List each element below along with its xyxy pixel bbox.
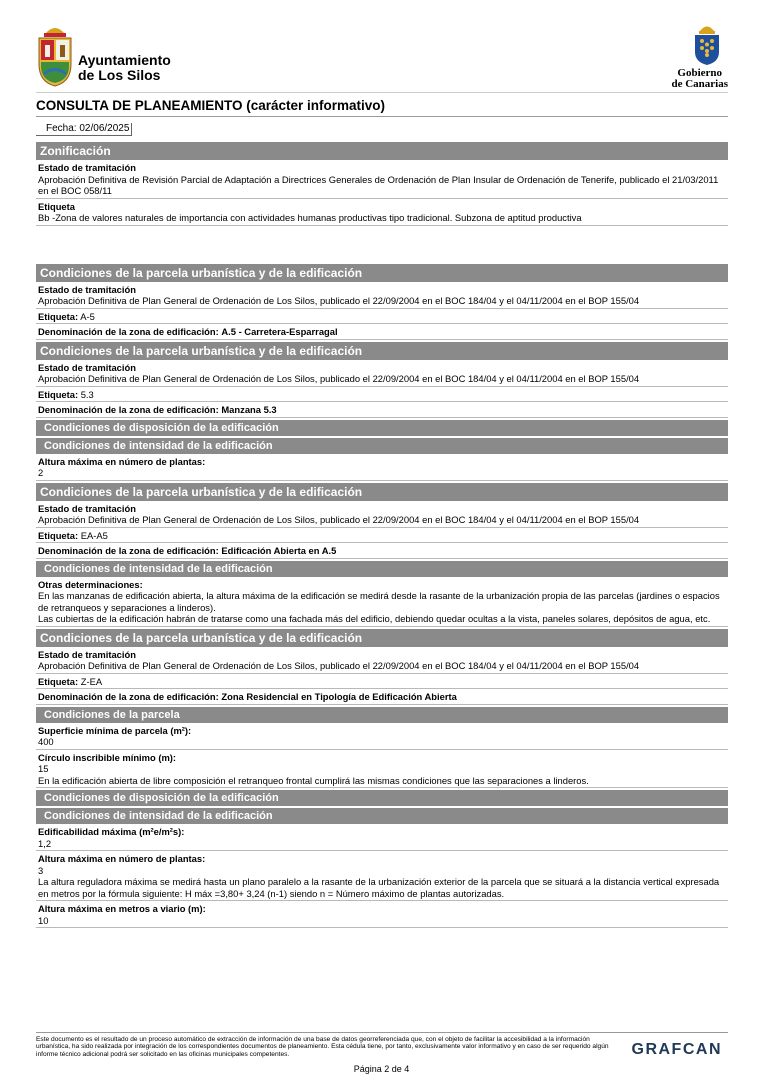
altura-plantas-label: Altura máxima en número de plantas: bbox=[38, 455, 206, 467]
etiqueta-label: Etiqueta bbox=[38, 200, 75, 212]
denominacion-row bbox=[36, 402, 728, 418]
etiqueta-row bbox=[36, 528, 728, 544]
estado-label: Estado de tramitación bbox=[38, 648, 136, 660]
parcela-block-5-3 bbox=[36, 342, 728, 481]
estado-value: Aprobación Definitiva de Plan General de Ordenación de Los Silos, publicado el 22/09/2004 en el BOC 184/04 y el 04/11/2004 en el BOP 155/04 bbox=[38, 660, 640, 671]
estado-label: Estado de tramitación bbox=[38, 162, 136, 173]
etiqueta-value: 5.3 bbox=[80, 388, 94, 400]
altura-note: La altura reguladora máxima se medirá hasta un plano paralelo a la rasante de la urbanización exterior de la parcela que se situará a la distancia vertical expresada en metros por la fórmula siguiente: H máx =3,80+ 3,24 (n-1) siendo n = Número máximo de plantas autorizadas. bbox=[38, 876, 720, 899]
section-header-parcela: Condiciones de la parcela urbanística y de la edificación bbox=[36, 264, 728, 282]
section-header-zonificacion: Zonificación bbox=[36, 142, 728, 160]
altura-metros-value: 10 bbox=[38, 914, 49, 926]
estado-label: Estado de tramitación bbox=[38, 283, 136, 295]
parcela-block-z-ea bbox=[36, 629, 728, 929]
ayuntamiento-name bbox=[78, 53, 171, 83]
section-header-parcela: Condiciones de la parcela urbanística y de la edificación bbox=[36, 629, 728, 647]
estado-row bbox=[36, 282, 728, 309]
denominacion-label: Denominación de la zona de edificación: bbox=[38, 691, 219, 702]
document-page bbox=[36, 0, 728, 928]
subsection-header-disposicion: Condiciones de disposición de la edificación bbox=[36, 420, 728, 436]
grafcan-logo: GRAFCAN bbox=[631, 1041, 722, 1058]
parcela-block-ea-a5 bbox=[36, 483, 728, 627]
estado-value: Aprobación Definitiva de Revisión Parcial de Adaptación a Directrices Generales de Ordenación de Plan Insular de Ordenación de Tenerife, publicado el 21/03/2011 en el BOC 058/11 bbox=[38, 173, 719, 196]
denominacion-row bbox=[36, 543, 728, 559]
circulo-row bbox=[36, 750, 728, 789]
etiqueta-label: Etiqueta: bbox=[38, 388, 79, 400]
page-title: CONSULTA DE PLANEAMIENTO (carácter informativo) bbox=[36, 93, 728, 117]
estado-label: Estado de tramitación bbox=[38, 502, 136, 514]
subsection-header-parcela: Condiciones de la parcela bbox=[36, 707, 728, 723]
footer-disclaimer: Este documento es el resultado de un proceso automático de extracción de información de una base de datos georreferenciada que, con el objeto de facilitar la accesibilidad a la información urbanística, ha sido realizada por integración de los correspondientes documentos de planeamiento. Esta cédula tiene, por tanto, exclusivamente valor informativo y en caso de ser requerido algún informe técnico adicional podrá ser solicitado en las oficinas municipales competentes. bbox=[36, 1036, 609, 1058]
estado-row bbox=[36, 501, 728, 528]
etiqueta-label: Etiqueta: bbox=[38, 529, 79, 541]
denominacion-row bbox=[36, 689, 728, 705]
estado-row bbox=[36, 160, 728, 199]
altura-plantas-value: 2 bbox=[38, 467, 44, 478]
altura-metros-label: Altura máxima en metros a viario (m): bbox=[38, 903, 206, 914]
etiqueta-row bbox=[36, 199, 728, 226]
subsection-header-disposicion: Condiciones de disposición de la edificación bbox=[36, 790, 728, 806]
superficie-label: Superficie mínima de parcela (m²): bbox=[38, 724, 192, 736]
edificabilidad-row bbox=[36, 824, 728, 851]
gobierno-canarias-name bbox=[671, 68, 728, 90]
altura-plantas-row bbox=[36, 454, 728, 481]
superficie-value: 400 bbox=[38, 736, 54, 747]
estado-row bbox=[36, 647, 728, 674]
etiqueta-value: Z-EA bbox=[80, 675, 103, 687]
otras-text-2: Las cubiertas de la edificación habrán de tratarse como una fachada más del edificio, debiendo quedar ocultas a la vista, paneles solares, depósitos de agua, etc. bbox=[38, 613, 711, 624]
estado-value: Aprobación Definitiva de Plan General de Ordenación de Los Silos, publicado el 22/09/2004 en el BOC 184/04 y el 04/11/2004 en el BOP 155/04 bbox=[38, 373, 640, 384]
zonificacion-section bbox=[36, 142, 728, 226]
ayuntamiento-line2: de Los Silos bbox=[78, 67, 161, 83]
otras-determinaciones-row bbox=[36, 577, 728, 627]
circulo-label: Círculo inscribible mínimo (m): bbox=[38, 751, 177, 763]
altura-metros-row bbox=[36, 901, 728, 928]
denominacion-row bbox=[36, 324, 728, 340]
estado-label: Estado de tramitación bbox=[38, 361, 136, 373]
etiqueta-value: A-5 bbox=[80, 310, 95, 322]
estado-row bbox=[36, 360, 728, 387]
estado-value: Aprobación Definitiva de Plan General de Ordenación de Los Silos, publicado el 22/09/2004 en el BOC 184/04 y el 04/11/2004 en el BOP 155/04 bbox=[38, 514, 640, 525]
altura-plantas-value: 3 bbox=[38, 864, 44, 876]
etiqueta-value: EA-A5 bbox=[80, 529, 108, 541]
subsection-header-intensidad: Condiciones de intensidad de la edificación bbox=[36, 808, 728, 824]
etiqueta-row bbox=[36, 309, 728, 325]
denominacion-value: Zona Residencial en Tipología de Edificación Abierta bbox=[221, 691, 457, 702]
superficie-row bbox=[36, 723, 728, 750]
altura-plantas-label: Altura máxima en número de plantas: bbox=[38, 853, 206, 864]
altura-plantas-row bbox=[36, 851, 728, 901]
denominacion-value: Manzana 5.3 bbox=[221, 404, 277, 415]
etiqueta-label: Etiqueta: bbox=[38, 310, 79, 322]
ayuntamiento-line1: Ayuntamiento bbox=[78, 52, 171, 68]
edificabilidad-value: 1,2 bbox=[38, 837, 52, 849]
denominacion-label: Denominación de la zona de edificación: bbox=[38, 404, 219, 415]
etiqueta-value: Bb -Zona de valores naturales de importancia con actividades humanas productivas tipo tradicional. Subzona de aptitud productiva bbox=[38, 212, 582, 223]
page-header bbox=[36, 0, 728, 92]
subsection-header-intensidad: Condiciones de intensidad de la edificación bbox=[36, 561, 728, 577]
etiqueta-row bbox=[36, 674, 728, 690]
page-footer bbox=[36, 1032, 728, 1058]
subsection-header-intensidad: Condiciones de intensidad de la edificación bbox=[36, 438, 728, 454]
section-header-parcela: Condiciones de la parcela urbanística y de la edificación bbox=[36, 483, 728, 501]
denominacion-label: Denominación de la zona de edificación: bbox=[38, 545, 219, 556]
gobierno-line1: Gobierno bbox=[677, 67, 723, 79]
edificabilidad-label: Edificabilidad máxima (m²e/m²s): bbox=[38, 826, 185, 837]
gobierno-line2: de Canarias bbox=[671, 78, 728, 90]
section-header-parcela: Condiciones de la parcela urbanística y de la edificación bbox=[36, 342, 728, 360]
denominacion-value: Edificación Abierta en A.5 bbox=[221, 545, 337, 556]
parcela-block-a5 bbox=[36, 264, 728, 340]
otras-label: Otras determinaciones: bbox=[38, 578, 143, 590]
denominacion-value: A.5 - Carretera-Esparragal bbox=[221, 326, 338, 337]
otras-text-1: En las manzanas de edificación abierta, la altura máxima de la edificación se medirá desde la rasante de la urbanización propia de las parcelas (jardines o espacios de retranqueos y separaciones a linderos). bbox=[38, 590, 720, 613]
etiqueta-label: Etiqueta: bbox=[38, 675, 79, 687]
denominacion-label: Denominación de la zona de edificación: bbox=[38, 326, 219, 337]
estado-value: Aprobación Definitiva de Plan General de Ordenación de Los Silos, publicado el 22/09/2004 en el BOC 184/04 y el 04/11/2004 en el BOP 155/04 bbox=[38, 295, 640, 306]
ayuntamiento-coat-of-arms-icon bbox=[36, 20, 74, 88]
date-field: Fecha: 02/06/2025 bbox=[36, 123, 132, 136]
circulo-value: 15 bbox=[38, 763, 49, 774]
gobierno-canarias-crest-icon bbox=[690, 22, 724, 66]
page-number: Página 2 de 4 bbox=[353, 1064, 410, 1074]
circulo-note: En la edificación abierta de libre composición el retranqueo frontal cumplirá las mismas condiciones que las separaciones a linderos. bbox=[38, 774, 589, 786]
etiqueta-row bbox=[36, 387, 728, 403]
